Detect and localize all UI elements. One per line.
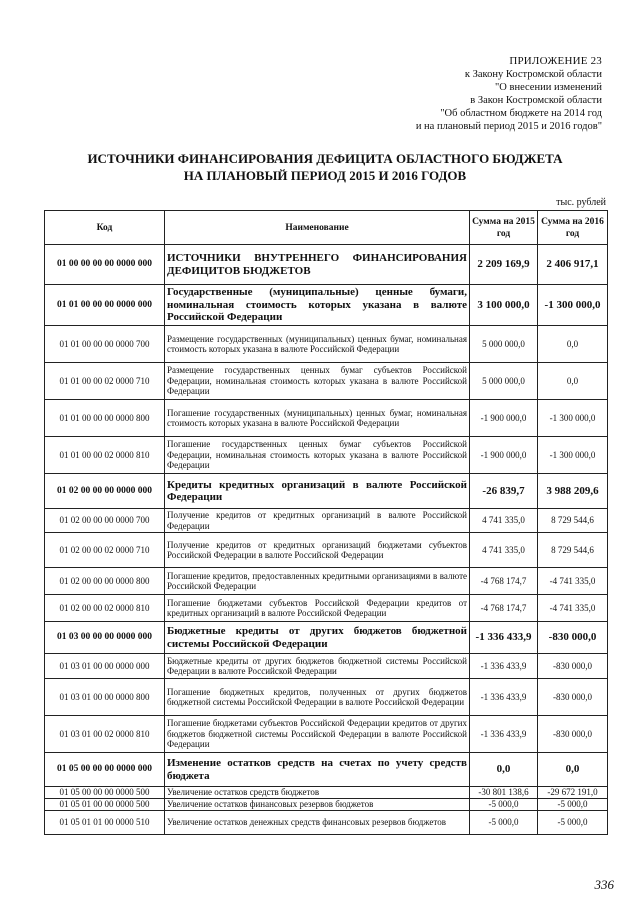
row-code: 01 01 00 00 00 0000 800 (45, 400, 165, 437)
row-sum-2016: 8 729 544,6 (538, 509, 608, 533)
row-code: 01 02 00 00 00 0000 800 (45, 568, 165, 595)
row-sum-2016: -830 000,0 (538, 622, 608, 654)
row-code: 01 00 00 00 00 0000 000 (45, 245, 165, 285)
row-name: Увеличение остатков денежных средств финансовых резервов бюджетов (165, 811, 470, 835)
row-sum-2016: -4 741 335,0 (538, 568, 608, 595)
row-sum-2015: 0,0 (470, 753, 538, 787)
table-row (45, 679, 608, 716)
table-row (45, 400, 608, 437)
row-name: ИСТОЧНИКИ ВНУТРЕННЕГО ФИНАНСИРОВАНИЯ ДЕФИЦИТОВ БЮДЖЕТОВ (165, 245, 470, 285)
row-name: Бюджетные кредиты от других бюджетов бюджетной системы Российской Федерации в валюте Российской Федерации (165, 654, 470, 679)
row-name: Государственные (муниципальные) ценные бумаги, номинальная стоимость которых указана в валюте Российской Федерации (165, 285, 470, 326)
table-row (45, 437, 608, 474)
row-sum-2015: -1 900 000,0 (470, 437, 538, 474)
row-sum-2015: -1 336 433,9 (470, 679, 538, 716)
header-sum-2016: Сумма на 2016 год (538, 211, 608, 245)
row-name: Получение кредитов от кредитных организаций бюджетами субъектов Российской Федерации в валюте Российской Федерации (165, 533, 470, 568)
row-code: 01 05 01 01 00 0000 510 (45, 811, 165, 835)
row-code: 01 01 00 00 02 0000 710 (45, 363, 165, 400)
row-sum-2016: 8 729 544,6 (538, 533, 608, 568)
row-sum-2016: 3 988 209,6 (538, 474, 608, 509)
row-sum-2016: -830 000,0 (538, 654, 608, 679)
row-name: Погашение государственных (муниципальных) ценных бумаг, номинальная стоимость которых указана в валюте Российской Федерации (165, 400, 470, 437)
table-row (45, 568, 608, 595)
table-row (45, 474, 608, 509)
table-header-row (45, 211, 608, 245)
table-row (45, 622, 608, 654)
row-sum-2016: 2 406 917,1 (538, 245, 608, 285)
row-code: 01 02 00 00 00 0000 700 (45, 509, 165, 533)
appendix-title: ПРИЛОЖЕНИЕ 23 (509, 55, 602, 67)
table-row (45, 595, 608, 622)
row-name: Погашение государственных ценных бумаг субъектов Российской Федерации, номинальная стоимость которых указана в валюте Российской Федерации (165, 437, 470, 474)
row-code: 01 01 00 00 02 0000 810 (45, 437, 165, 474)
row-name: Погашение бюджетами субъектов Российской Федерации кредитов от кредитных организаций в валюте Российской Федерации (165, 595, 470, 622)
row-sum-2016: -4 741 335,0 (538, 595, 608, 622)
row-sum-2015: 2 209 169,9 (470, 245, 538, 285)
row-sum-2015: -5 000,0 (470, 799, 538, 811)
title-line-2: НА ПЛАНОВЫЙ ПЕРИОД 2015 И 2016 ГОДОВ (183, 168, 467, 183)
row-sum-2016: -5 000,0 (538, 799, 608, 811)
appendix-line: в Закон Костромской области (470, 95, 602, 106)
row-sum-2016: -5 000,0 (538, 811, 608, 835)
row-sum-2015: -1 336 433,9 (470, 622, 538, 654)
row-sum-2016: 0,0 (538, 753, 608, 787)
table-row (45, 509, 608, 533)
row-sum-2015: -5 000,0 (470, 811, 538, 835)
table-row (45, 326, 608, 363)
row-sum-2015: -4 768 174,7 (470, 595, 538, 622)
appendix-line: "О внесении изменений (495, 82, 602, 93)
row-code: 01 01 00 00 00 0000 000 (45, 285, 165, 326)
row-sum-2015: 5 000 000,0 (470, 326, 538, 363)
financing-sources-table (44, 210, 608, 835)
header-name: Наименование (165, 211, 470, 245)
table-row (45, 245, 608, 285)
row-code: 01 01 00 00 00 0000 700 (45, 326, 165, 363)
row-name: Размещение государственных ценных бумаг субъектов Российской Федерации, номинальная стоимость которых указана в валюте Российской Федерации (165, 363, 470, 400)
appendix-line: и на плановый период 2015 и 2016 годов" (415, 121, 602, 132)
row-sum-2016: 0,0 (538, 326, 608, 363)
row-sum-2015: -4 768 174,7 (470, 568, 538, 595)
row-sum-2016: -29 672 191,0 (538, 787, 608, 799)
page-number: 336 (594, 877, 614, 892)
row-code: 01 02 00 00 02 0000 710 (45, 533, 165, 568)
row-name: Увеличение остатков финансовых резервов бюджетов (165, 799, 470, 811)
row-name: Погашение бюджетами субъектов Российской Федерации кредитов от других бюджетов бюджетной системы Российской Федерации в валюте Российской Федерации (165, 716, 470, 753)
units-label: тыс. рублей (556, 197, 606, 208)
row-name: Изменение остатков средств на счетах по учету средств бюджета (165, 753, 470, 787)
row-code: 01 03 01 00 00 0000 800 (45, 679, 165, 716)
table-row (45, 285, 608, 326)
appendix-block (342, 55, 602, 133)
row-sum-2016: -830 000,0 (538, 716, 608, 753)
row-sum-2015: -1 900 000,0 (470, 400, 538, 437)
row-sum-2016: -1 300 000,0 (538, 437, 608, 474)
row-sum-2016: -1 300 000,0 (538, 400, 608, 437)
document-title (40, 150, 610, 184)
title-line-1: ИСТОЧНИКИ ФИНАНСИРОВАНИЯ ДЕФИЦИТА ОБЛАСТНОГО БЮДЖЕТА (87, 151, 563, 166)
table-row (45, 533, 608, 568)
table-row (45, 799, 608, 811)
table-row (45, 811, 608, 835)
row-name: Бюджетные кредиты от других бюджетов бюджетной системы Российской Федерации (165, 622, 470, 654)
table-row (45, 716, 608, 753)
row-sum-2015: 5 000 000,0 (470, 363, 538, 400)
table-row (45, 753, 608, 787)
row-code: 01 02 00 00 02 0000 810 (45, 595, 165, 622)
table-row (45, 363, 608, 400)
row-name: Погашение кредитов, предоставленных кредитными организациями в валюте Российской Федерации (165, 568, 470, 595)
row-name: Размещение государственных (муниципальных) ценных бумаг, номинальная стоимость которых указана в валюте Российской Федерации (165, 326, 470, 363)
appendix-line: "Об областном бюджете на 2014 год (440, 108, 602, 119)
row-name: Погашение бюджетных кредитов, полученных от других бюджетов бюджетной системы Российской Федерации в валюте Российской Федерации (165, 679, 470, 716)
row-sum-2015: 4 741 335,0 (470, 509, 538, 533)
row-code: 01 05 00 00 00 0000 500 (45, 787, 165, 799)
row-name: Кредиты кредитных организаций в валюте Российской Федерации (165, 474, 470, 509)
header-code: Код (45, 211, 165, 245)
row-code: 01 05 01 00 00 0000 500 (45, 799, 165, 811)
row-name: Получение кредитов от кредитных организаций в валюте Российской Федерации (165, 509, 470, 533)
row-sum-2016: -1 300 000,0 (538, 285, 608, 326)
row-sum-2016: -830 000,0 (538, 679, 608, 716)
table-row (45, 654, 608, 679)
row-sum-2015: -1 336 433,9 (470, 654, 538, 679)
row-sum-2015: 3 100 000,0 (470, 285, 538, 326)
table-row (45, 787, 608, 799)
row-sum-2016: 0,0 (538, 363, 608, 400)
row-code: 01 03 01 00 00 0000 000 (45, 654, 165, 679)
row-sum-2015: -1 336 433,9 (470, 716, 538, 753)
row-sum-2015: 4 741 335,0 (470, 533, 538, 568)
row-name: Увеличение остатков средств бюджетов (165, 787, 470, 799)
row-sum-2015: -30 801 138,6 (470, 787, 538, 799)
row-code: 01 02 00 00 00 0000 000 (45, 474, 165, 509)
row-code: 01 05 00 00 00 0000 000 (45, 753, 165, 787)
row-sum-2015: -26 839,7 (470, 474, 538, 509)
row-code: 01 03 00 00 00 0000 000 (45, 622, 165, 654)
row-code: 01 03 01 00 02 0000 810 (45, 716, 165, 753)
header-sum-2015: Сумма на 2015 год (470, 211, 538, 245)
appendix-line: к Закону Костромской области (464, 69, 602, 80)
